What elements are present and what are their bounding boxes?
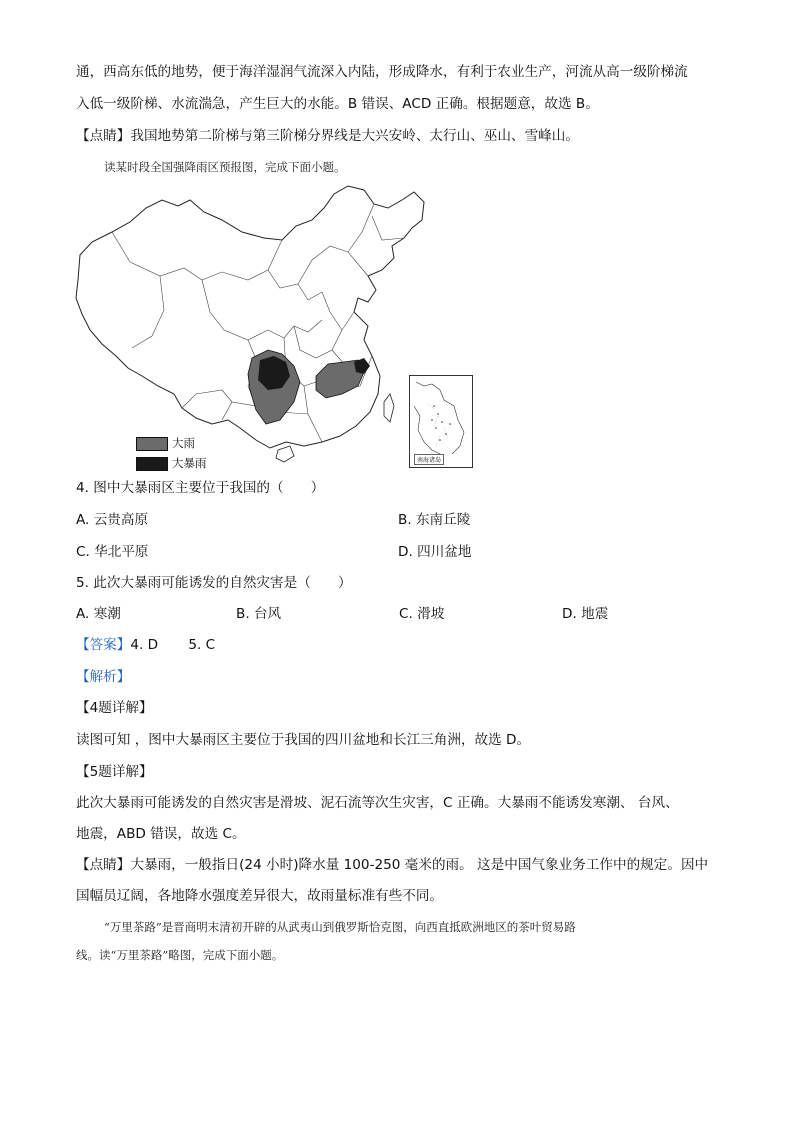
q4-detail-heading: 【4题详解】 bbox=[76, 700, 153, 716]
q5-option-b: B. 台风 bbox=[236, 606, 282, 622]
q4-option-a: A. 云贵高原 bbox=[76, 512, 149, 528]
q5-option-a: A. 寒潮 bbox=[76, 606, 121, 622]
legend-item-rainstorm bbox=[136, 456, 207, 471]
q5-detail-heading: 【5题详解】 bbox=[76, 764, 153, 780]
q4-detail-text: 读图可知 ，图中大暴雨区主要位于我国的四川盆地和长江三角洲，故选 D。 bbox=[76, 732, 531, 748]
tea-road-intro-line: 线。读“万里茶路”略图，完成下面小题。 bbox=[76, 948, 284, 962]
question-5-stem: 5. 此次大暴雨可能诱发的自然灾害是（ ） bbox=[76, 575, 352, 591]
q5-option-c: C. 滑坡 bbox=[399, 606, 445, 622]
answer-text: 4. D 5. C bbox=[130, 637, 216, 653]
q4-option-c: C. 华北平原 bbox=[76, 544, 149, 560]
legend-item-heavy-rain bbox=[136, 436, 195, 451]
note-text: 我国地势第二阶梯与第三阶梯分界线是大兴安岭、太行山、巫山、雪峰山。 bbox=[130, 128, 579, 144]
map-intro: 读某时段全国强降雨区预报图，完成下面小题。 bbox=[104, 160, 346, 174]
legend-swatch-heavy-rain bbox=[136, 437, 168, 451]
answer-label: 【答案】 bbox=[76, 637, 131, 653]
inset-islands bbox=[431, 405, 451, 441]
china-outline bbox=[76, 186, 424, 448]
legend-label: 大暴雨 bbox=[172, 456, 207, 470]
question-4-stem: 4. 图中大暴雨区主要位于我国的（ ） bbox=[76, 480, 325, 496]
taiwan-island bbox=[384, 394, 394, 422]
note-text: 大暴雨，一般指日(24 小时)降水量 100-250 毫米的雨。 这是中国气象业务工作中的规定。因中 bbox=[130, 857, 709, 873]
south-china-sea-inset bbox=[409, 375, 473, 468]
hainan-island bbox=[276, 446, 294, 462]
legend-swatch-rainstorm bbox=[136, 457, 168, 471]
note-line bbox=[76, 855, 708, 875]
paragraph-line: 通，西高东低的地势，便于海洋湿润气流深入内陆，形成降水，有利于农业生产，河流从高一级阶梯流 bbox=[76, 64, 688, 80]
tea-road-intro-line: “万里茶路”是晋商明末清初开辟的从武夷山到俄罗斯恰克图，向西直抵欧洲地区的茶叶贸易路 bbox=[104, 920, 576, 934]
note-label: 【点睛】 bbox=[76, 857, 131, 873]
analysis-label: 【解析】 bbox=[76, 669, 131, 685]
paragraph-line: 入低一级阶梯、水流湍急，产生巨大的水能。B 错误、ACD 正确。根据题意，故选 B。 bbox=[76, 96, 599, 112]
note-line bbox=[76, 126, 579, 146]
q5-detail-line: 地震，ABD 错误，故选 C。 bbox=[76, 826, 246, 842]
legend-label: 大雨 bbox=[172, 436, 195, 450]
q4-option-b: B. 东南丘陵 bbox=[398, 512, 471, 528]
q5-detail-line: 此次大暴雨可能诱发的自然灾害是滑坡、泥石流等次生灾害，C 正确。大暴雨不能诱发寒潮、 台风、 bbox=[76, 795, 679, 811]
note-label: 【点睛】 bbox=[76, 128, 131, 144]
inset-label: 南海诸岛 bbox=[414, 454, 444, 465]
q5-option-d: D. 地震 bbox=[562, 606, 609, 622]
note-line: 国幅员辽阔，各地降水强度差异很大，故雨量标准有些不同。 bbox=[76, 888, 444, 904]
q4-option-d: D. 四川盆地 bbox=[398, 544, 472, 560]
answer-line bbox=[76, 635, 215, 655]
